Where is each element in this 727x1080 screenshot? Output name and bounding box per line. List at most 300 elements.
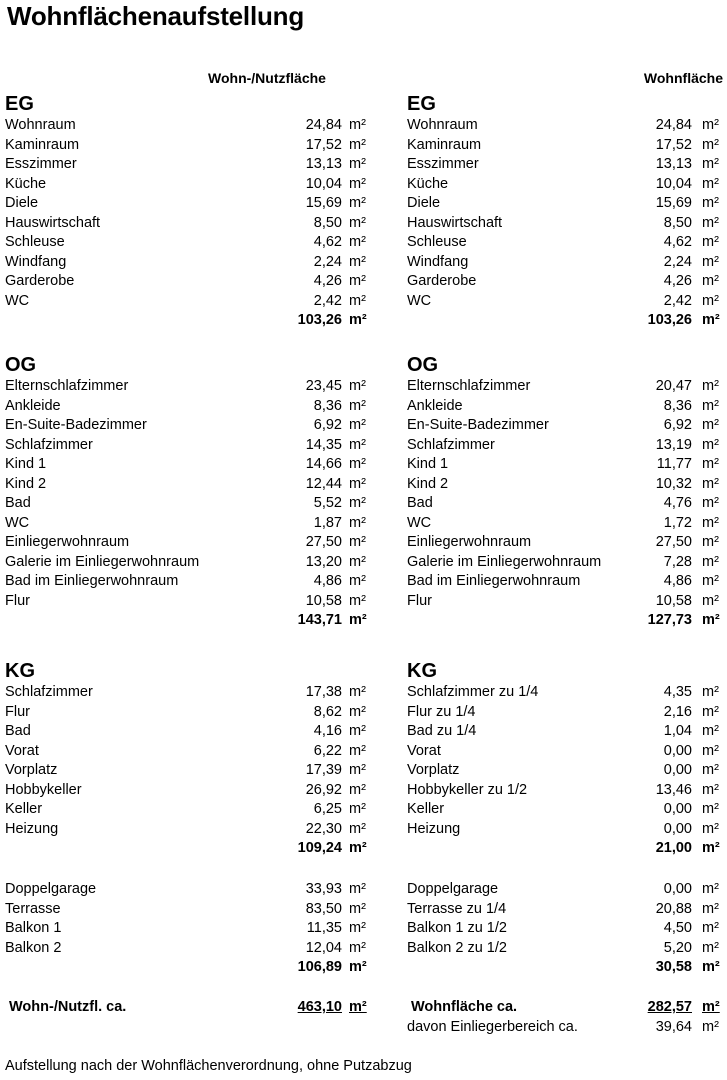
- unit: m²: [702, 253, 719, 270]
- subtotal-row: [5, 839, 367, 859]
- unit: m²: [349, 742, 366, 759]
- subtotal-row: [407, 839, 725, 859]
- row-label: Kaminraum: [407, 136, 482, 153]
- unit: m²: [349, 312, 367, 328]
- unit: m²: [702, 959, 720, 975]
- column-header: Wohnfläche: [643, 70, 723, 86]
- row-value: 1,04: [663, 723, 692, 739]
- row-value: 6,92: [663, 417, 692, 433]
- row-label: Vorplatz: [407, 762, 460, 778]
- row-value: 10,58: [305, 592, 342, 609]
- unit: m²: [702, 703, 719, 720]
- row-value: 20,88: [655, 900, 692, 917]
- unit: m²: [702, 684, 719, 700]
- row-value: 2,42: [663, 292, 692, 309]
- row-value: 8,62: [313, 703, 342, 720]
- row-value: 5,20: [663, 939, 692, 956]
- row-label: WC: [407, 514, 432, 531]
- table-row: [5, 781, 367, 801]
- row-value: 26,92: [305, 781, 342, 798]
- row-value: 10,58: [655, 592, 692, 609]
- unit: m²: [349, 436, 366, 453]
- row-value: 4,86: [313, 573, 342, 589]
- unit: m²: [702, 999, 720, 1015]
- row-value: 1,87: [313, 514, 342, 531]
- section-rows: [407, 683, 725, 859]
- row-value: 17,52: [655, 136, 692, 153]
- row-value: 27,50: [305, 534, 342, 550]
- subtotal-row: [407, 958, 725, 978]
- row-value: 1,72: [663, 514, 692, 531]
- row-value: 4,62: [313, 234, 342, 250]
- row-label: Vorat: [407, 742, 441, 759]
- unit: m²: [349, 117, 366, 133]
- unit: m²: [702, 292, 719, 309]
- grand-total-label: Wohn-/Nutzfl. ca.: [9, 999, 127, 1015]
- grand-total-value: 282,57: [647, 999, 692, 1015]
- row-value: 4,16: [313, 723, 342, 739]
- row-label: En-Suite-Badezimmer: [407, 417, 549, 433]
- table-row: [407, 592, 725, 612]
- table-row: [407, 800, 725, 820]
- section-rows: [5, 116, 367, 331]
- unit: m²: [349, 820, 366, 837]
- unit: m²: [349, 612, 367, 628]
- table-row: [407, 455, 725, 475]
- row-value: 4,26: [313, 273, 342, 289]
- unit: m²: [702, 900, 719, 917]
- row-value: 17,52: [305, 136, 342, 153]
- row-label: Kind 2: [407, 475, 449, 492]
- unit: m²: [349, 397, 366, 414]
- row-label: Flur: [5, 592, 30, 609]
- unit: m²: [702, 920, 719, 936]
- column-header: Wohn-/Nutzfläche: [208, 70, 326, 86]
- row-value: 17,39: [305, 762, 342, 778]
- table-row: [5, 900, 367, 920]
- section-rows: [407, 377, 725, 631]
- row-value: 24,84: [305, 117, 342, 133]
- table-row: [407, 761, 725, 781]
- row-value: 6,22: [313, 742, 342, 759]
- row-label: Doppelgarage: [407, 881, 499, 897]
- grand-total: [407, 998, 725, 1037]
- unit: m²: [702, 136, 719, 153]
- row-label: Schlafzimmer: [407, 436, 495, 453]
- section-heading: KG: [5, 660, 35, 682]
- unit: m²: [702, 214, 719, 231]
- row-label: Kind 2: [5, 475, 47, 492]
- row-value: 7,28: [663, 553, 692, 570]
- table-row: [5, 116, 367, 136]
- row-label: Heizung: [407, 820, 461, 837]
- unit: m²: [702, 592, 719, 609]
- table-row: [5, 722, 367, 742]
- table-row: [407, 533, 725, 553]
- unit: m²: [349, 781, 366, 798]
- table-row: [5, 919, 367, 939]
- subtotal-value: 30,58: [655, 959, 692, 975]
- subtotal-row: [407, 611, 725, 631]
- row-label: Keller: [407, 801, 445, 817]
- section-rows: [5, 683, 367, 859]
- row-value: 15,69: [305, 195, 342, 211]
- row-value: 2,42: [313, 292, 342, 309]
- subtotal-value: 103,26: [297, 312, 342, 328]
- row-value: 14,35: [305, 436, 342, 453]
- row-value: 15,69: [655, 195, 692, 211]
- sub-total-label: davon Einliegerbereich ca.: [407, 1018, 578, 1035]
- row-value: 6,25: [313, 801, 342, 817]
- table-row: [5, 455, 367, 475]
- row-label: Doppelgarage: [5, 881, 97, 897]
- row-label: Terrasse: [5, 900, 61, 917]
- row-label: Esszimmer: [5, 156, 77, 172]
- row-label: Küche: [5, 175, 47, 192]
- row-label: Windfang: [5, 253, 67, 270]
- unit: m²: [702, 195, 719, 211]
- table-row: [407, 416, 725, 436]
- subtotal-row: [5, 958, 367, 978]
- row-label: Bad im Einliegerwohnraum: [5, 573, 179, 589]
- row-label: Bad: [5, 495, 31, 511]
- row-label: Kind 1: [407, 456, 449, 472]
- unit: m²: [349, 881, 366, 897]
- row-value: 0,00: [663, 742, 692, 759]
- unit: m²: [702, 495, 719, 511]
- table-row: [5, 683, 367, 703]
- table-row: [5, 475, 367, 495]
- row-value: 0,00: [663, 881, 692, 897]
- row-value: 8,36: [663, 397, 692, 414]
- row-label: WC: [407, 292, 432, 309]
- table-row: [407, 939, 725, 959]
- grand-total-row: [5, 998, 367, 1018]
- row-value: 13,13: [305, 156, 342, 172]
- unit: m²: [349, 592, 366, 609]
- row-value: 4,86: [663, 573, 692, 589]
- row-value: 11,77: [656, 456, 692, 472]
- unit: m²: [702, 820, 719, 837]
- unit: m²: [349, 514, 366, 531]
- table-row: [407, 253, 725, 273]
- table-row: [407, 194, 725, 214]
- unit: m²: [702, 234, 719, 250]
- grand-total-value: 463,10: [297, 999, 342, 1015]
- section-rows: [5, 880, 367, 978]
- subtotal-row: [5, 611, 367, 631]
- table-row: [407, 155, 725, 175]
- row-label: Schlafzimmer: [5, 684, 93, 700]
- subtotal-value: 143,71: [297, 612, 342, 628]
- table-row: [407, 272, 725, 292]
- unit: m²: [349, 456, 366, 472]
- unit: m²: [349, 273, 366, 289]
- unit: m²: [349, 175, 366, 192]
- row-label: Balkon 2 zu 1/2: [407, 939, 507, 956]
- row-value: 0,00: [663, 801, 692, 817]
- row-label: Diele: [5, 195, 39, 211]
- table-row: [5, 514, 367, 534]
- table-row: [407, 136, 725, 156]
- unit: m²: [349, 553, 366, 570]
- row-label: Galerie im Einliegerwohnraum: [407, 553, 602, 570]
- unit: m²: [349, 840, 367, 856]
- row-value: 13,20: [305, 553, 342, 570]
- subtotal-value: 127,73: [647, 612, 692, 628]
- row-label: Keller: [5, 801, 43, 817]
- unit: m²: [349, 417, 366, 433]
- unit: m²: [349, 156, 366, 172]
- row-value: 23,45: [305, 378, 342, 394]
- subtotal-value: 109,24: [297, 840, 342, 856]
- row-value: 20,47: [655, 378, 692, 394]
- table-row: [5, 742, 367, 762]
- unit: m²: [702, 514, 719, 531]
- row-label: Schlafzimmer zu 1/4: [407, 684, 539, 700]
- row-value: 13,19: [655, 436, 692, 453]
- unit: m²: [349, 939, 366, 956]
- table-row: [5, 253, 367, 273]
- row-label: Elternschlafzimmer: [5, 378, 129, 394]
- row-label: Balkon 1: [5, 920, 62, 936]
- row-label: Schleuse: [5, 234, 65, 250]
- row-label: Vorat: [5, 742, 39, 759]
- unit: m²: [349, 136, 366, 153]
- row-label: Hobbykeller: [5, 781, 82, 798]
- unit: m²: [349, 253, 366, 270]
- subtotal-row: [407, 311, 725, 331]
- section-rows: [5, 377, 367, 631]
- unit: m²: [702, 436, 719, 453]
- section-heading: OG: [407, 354, 439, 376]
- row-label: Windfang: [407, 253, 469, 270]
- row-value: 12,44: [305, 475, 342, 492]
- row-label: Bad: [407, 495, 433, 511]
- section-rows: [407, 880, 725, 978]
- section-eg: [5, 92, 367, 331]
- row-label: Flur zu 1/4: [407, 703, 476, 720]
- row-value: 17,38: [305, 684, 342, 700]
- unit: m²: [702, 573, 719, 589]
- unit: m²: [702, 723, 719, 739]
- grand-total-row: [407, 998, 725, 1018]
- table-row: [407, 900, 725, 920]
- section-heading: OG: [5, 354, 37, 376]
- table-row: [5, 397, 367, 417]
- row-label: Wohnraum: [5, 117, 76, 133]
- unit: m²: [702, 417, 719, 433]
- section-extra: [5, 880, 367, 978]
- row-label: Schleuse: [407, 234, 467, 250]
- row-value: 33,93: [305, 881, 342, 897]
- unit: m²: [702, 553, 719, 570]
- table-row: [5, 761, 367, 781]
- unit: m²: [349, 534, 366, 550]
- table-row: [407, 742, 725, 762]
- table-row: [407, 233, 725, 253]
- row-label: Vorplatz: [5, 762, 58, 778]
- unit: m²: [702, 781, 719, 798]
- table-row: [5, 820, 367, 840]
- row-label: Hauswirtschaft: [5, 214, 101, 231]
- row-label: Bad: [5, 723, 31, 739]
- unit: m²: [349, 214, 366, 231]
- unit: m²: [702, 117, 719, 133]
- row-value: 10,32: [655, 475, 692, 492]
- table-row: [5, 572, 367, 592]
- unit: m²: [349, 475, 366, 492]
- table-row: [5, 214, 367, 234]
- unit: m²: [702, 397, 719, 414]
- table-row: [407, 175, 725, 195]
- table-row: [5, 703, 367, 723]
- table-row: [407, 683, 725, 703]
- row-value: 8,50: [313, 214, 342, 231]
- row-label: Flur: [407, 592, 432, 609]
- table-row: [407, 397, 725, 417]
- unit: m²: [702, 534, 719, 550]
- unit: m²: [702, 156, 719, 172]
- table-row: [407, 880, 725, 900]
- table-row: [5, 155, 367, 175]
- row-value: 4,76: [663, 495, 692, 511]
- table-row: [5, 553, 367, 573]
- grand-total: [5, 998, 367, 1018]
- unit: m²: [702, 273, 719, 289]
- section-heading: EG: [407, 93, 436, 115]
- row-label: Balkon 1 zu 1/2: [407, 920, 507, 936]
- row-label: Heizung: [5, 820, 59, 837]
- section-extra: [407, 880, 725, 978]
- sub-total-row: [407, 1018, 725, 1038]
- unit: m²: [349, 959, 367, 975]
- section-heading: EG: [5, 93, 34, 115]
- unit: m²: [349, 195, 366, 211]
- row-value: 8,36: [313, 397, 342, 414]
- table-row: [407, 919, 725, 939]
- table-row: [407, 514, 725, 534]
- table-row: [407, 722, 725, 742]
- table-row: [407, 703, 725, 723]
- section-eg: [407, 92, 725, 331]
- unit: m²: [349, 292, 366, 309]
- row-label: Küche: [407, 175, 449, 192]
- row-label: En-Suite-Badezimmer: [5, 417, 147, 433]
- table-row: [407, 494, 725, 514]
- section-kg: [5, 659, 367, 859]
- row-label: Diele: [407, 195, 441, 211]
- row-label: Galerie im Einliegerwohnraum: [5, 553, 200, 570]
- unit: m²: [349, 234, 366, 250]
- unit: m²: [349, 900, 366, 917]
- table-row: [407, 781, 725, 801]
- row-value: 24,84: [655, 117, 692, 133]
- section-og: [407, 353, 725, 631]
- row-label: Einliegerwohnraum: [407, 534, 532, 550]
- unit: m²: [349, 762, 366, 778]
- row-label: Bad zu 1/4: [407, 723, 477, 739]
- row-label: Ankleide: [5, 397, 61, 414]
- row-label: Wohnraum: [407, 117, 478, 133]
- unit: m²: [702, 378, 719, 394]
- unit: m²: [349, 703, 366, 720]
- row-value: 13,46: [655, 781, 692, 798]
- table-row: [5, 233, 367, 253]
- row-value: 4,26: [663, 273, 692, 289]
- row-value: 83,50: [305, 900, 342, 917]
- row-value: 22,30: [305, 820, 342, 837]
- table-row: [5, 880, 367, 900]
- table-row: [5, 194, 367, 214]
- subtotal-value: 103,26: [647, 312, 692, 328]
- row-value: 6,92: [313, 417, 342, 433]
- row-label: Bad im Einliegerwohnraum: [407, 573, 581, 589]
- unit: m²: [349, 920, 366, 936]
- row-value: 2,24: [663, 253, 692, 270]
- section-heading: KG: [407, 660, 437, 682]
- row-label: WC: [5, 514, 30, 531]
- row-label: Schlafzimmer: [5, 436, 93, 453]
- row-label: Flur: [5, 703, 30, 720]
- table-row: [5, 292, 367, 312]
- row-value: 4,50: [663, 920, 692, 936]
- row-value: 10,04: [305, 175, 342, 192]
- unit: m²: [702, 175, 719, 192]
- unit: m²: [702, 742, 719, 759]
- row-value: 13,13: [655, 156, 692, 172]
- unit: m²: [702, 801, 719, 817]
- row-label: WC: [5, 292, 30, 309]
- row-value: 27,50: [655, 534, 692, 550]
- unit: m²: [702, 475, 719, 492]
- table-row: [407, 553, 725, 573]
- table-row: [407, 116, 725, 136]
- row-label: Ankleide: [407, 397, 463, 414]
- row-value: 0,00: [663, 762, 692, 778]
- row-value: 0,00: [663, 820, 692, 837]
- unit: m²: [702, 881, 719, 897]
- table-row: [5, 592, 367, 612]
- row-label: Elternschlafzimmer: [407, 378, 531, 394]
- table-row: [5, 800, 367, 820]
- table-row: [5, 436, 367, 456]
- row-value: 14,66: [305, 456, 342, 472]
- table-row: [5, 494, 367, 514]
- row-value: 4,35: [663, 684, 692, 700]
- row-value: 2,16: [663, 703, 692, 720]
- table-row: [5, 272, 367, 292]
- section-kg: [407, 659, 725, 859]
- row-value: 4,62: [663, 234, 692, 250]
- table-row: [5, 939, 367, 959]
- table-row: [5, 377, 367, 397]
- subtotal-value: 106,89: [297, 959, 342, 975]
- unit: m²: [349, 999, 367, 1015]
- subtotal-value: 21,00: [655, 840, 692, 856]
- table-row: [407, 475, 725, 495]
- unit: m²: [349, 495, 366, 511]
- unit: m²: [702, 456, 719, 472]
- unit: m²: [702, 612, 720, 628]
- unit: m²: [349, 801, 366, 817]
- table-row: [5, 175, 367, 195]
- table-row: [5, 136, 367, 156]
- unit: m²: [349, 723, 366, 739]
- table-row: [5, 533, 367, 553]
- table-row: [407, 820, 725, 840]
- table-row: [407, 572, 725, 592]
